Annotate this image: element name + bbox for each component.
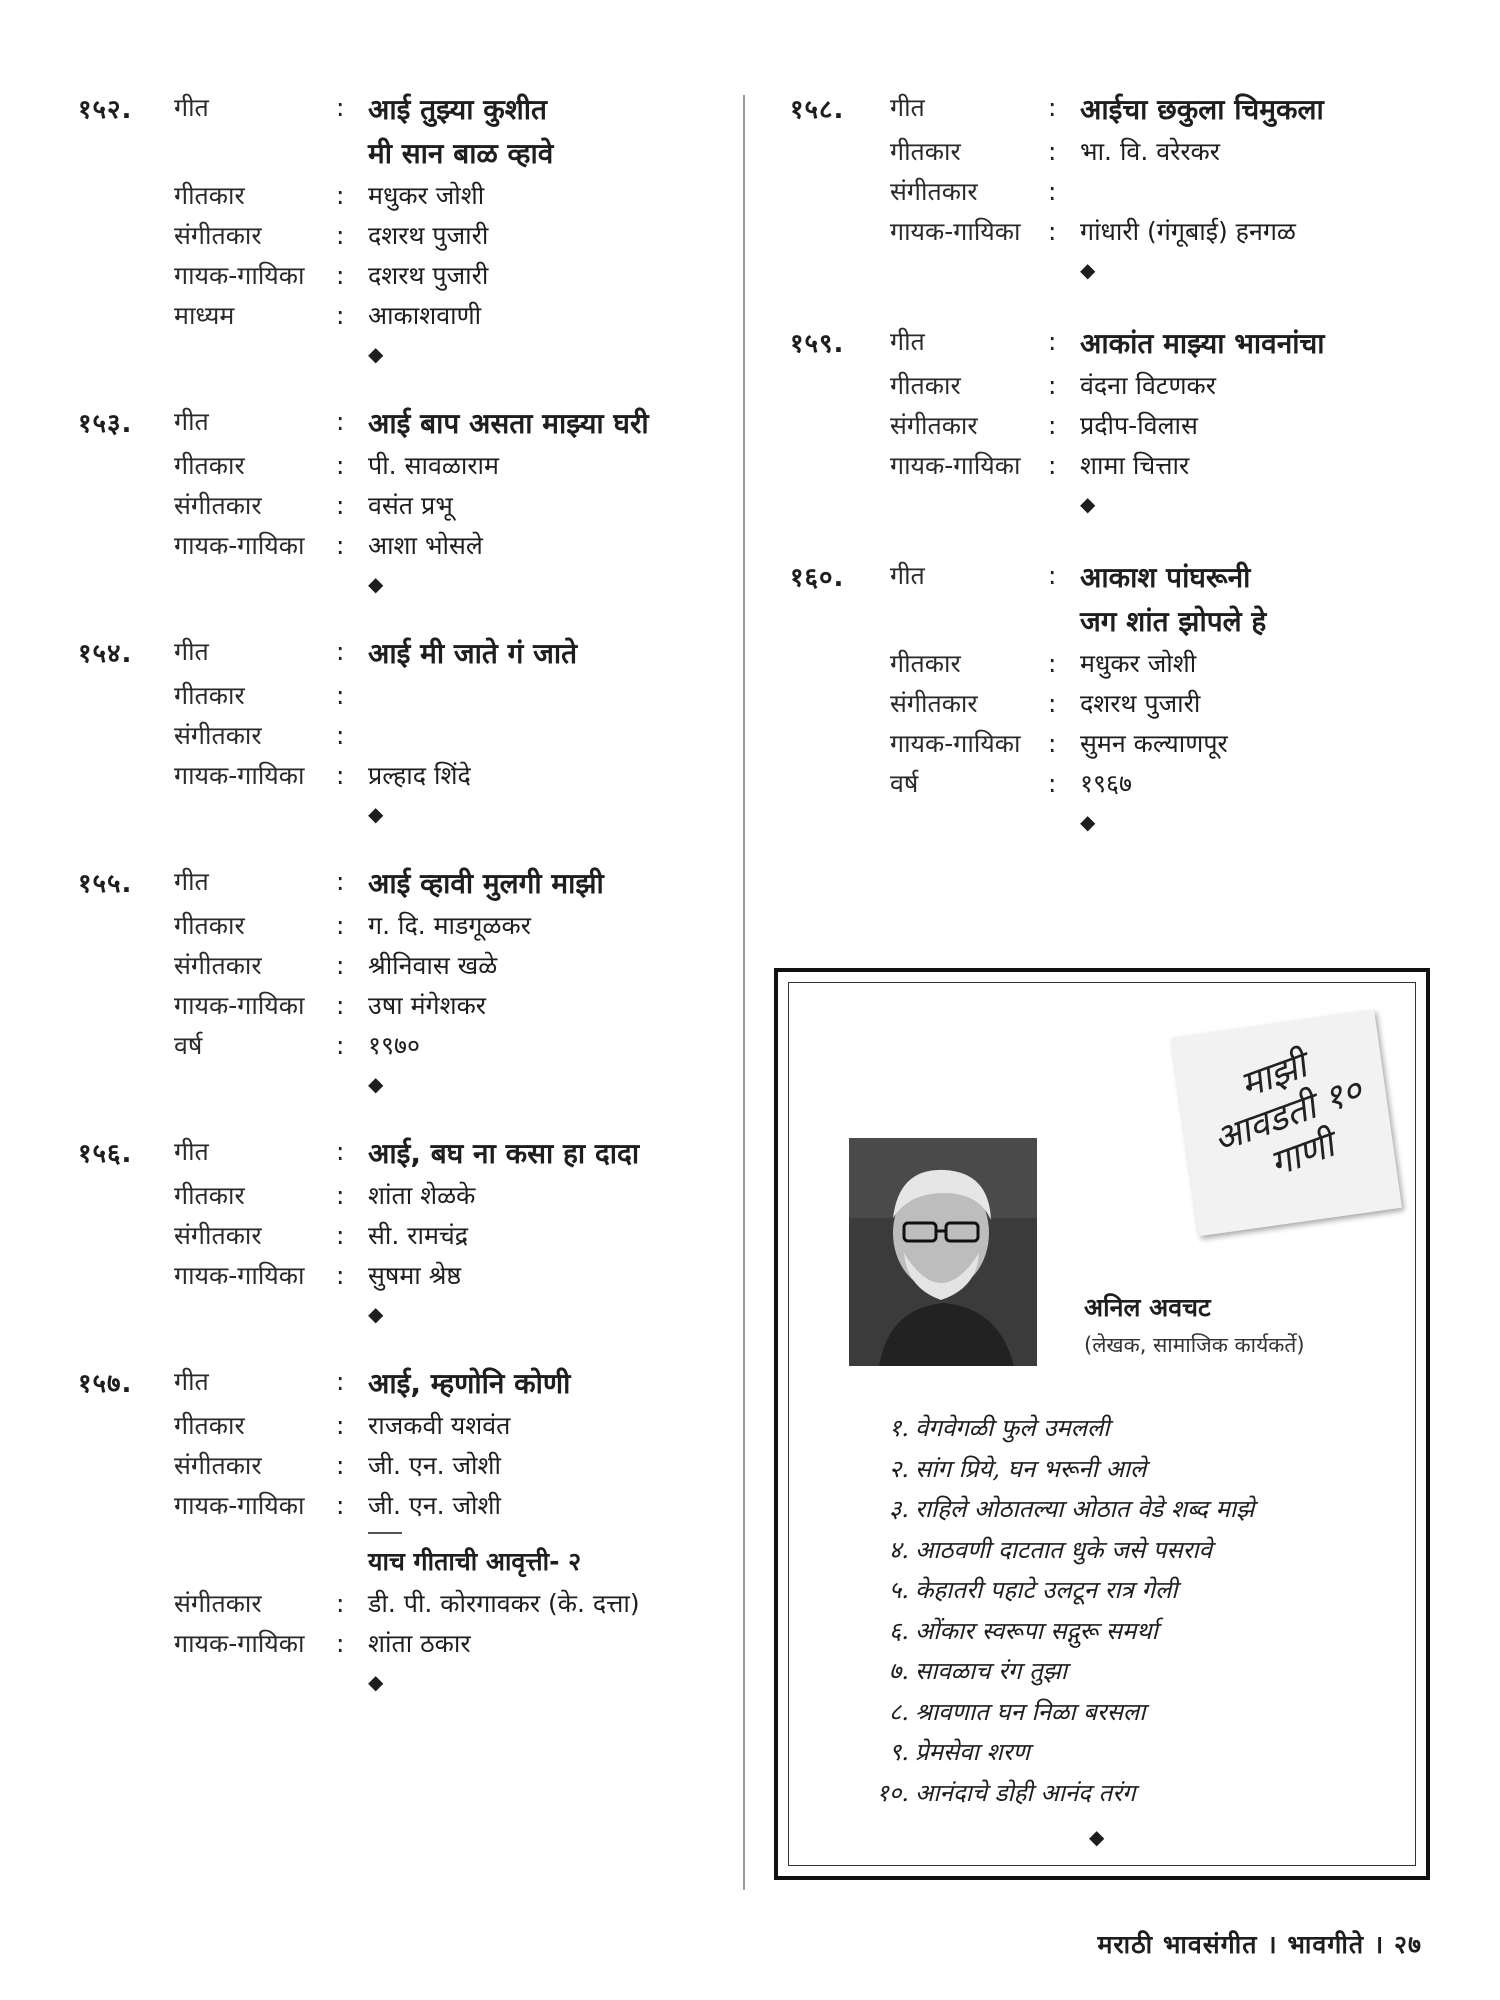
entry-end-diamond: ◆ <box>368 572 384 596</box>
field-value: मधुकर जोशी <box>1080 649 1197 678</box>
field-value: आई, बघ ना कसा हा दादा <box>368 1137 640 1170</box>
author-role: (लेखक, सामाजिक कार्यकर्ते) <box>1084 1333 1305 1357</box>
composer-field <box>78 1216 718 1256</box>
field-label: संगीतकार <box>890 689 978 718</box>
field-colon: : <box>336 951 345 980</box>
field-label: संगीतकार <box>174 1221 262 1250</box>
field-value: जी. एन. जोशी <box>368 1451 502 1480</box>
field-colon: : <box>1048 217 1057 246</box>
favorite-song-number: ९. <box>888 1738 909 1766</box>
field-label: गीत <box>174 407 209 436</box>
field-label: गीतकार <box>890 649 961 678</box>
field-label: वर्ष <box>890 769 919 798</box>
field-value: आई तुझ्या कुशीत <box>368 93 547 126</box>
field-label: गायक-गायिका <box>890 729 1021 758</box>
field-label: गीत <box>174 93 209 122</box>
field-label: गायक-गायिका <box>174 761 305 790</box>
field-colon: : <box>336 637 345 666</box>
song-title <box>78 632 718 676</box>
favorite-song-title: वेगवेगळी फुले उमलली <box>915 1414 1110 1442</box>
field-value: आई मी जाते गं जाते <box>368 637 578 670</box>
field-colon: : <box>336 761 345 790</box>
sticky-note-text: माझी आवडती १० गाणी <box>1208 1044 1368 1186</box>
lyricist-field <box>78 906 718 946</box>
composer-field <box>78 216 718 256</box>
favorite-song-title: प्रेमसेवा शरण <box>915 1738 1030 1766</box>
field-colon: : <box>336 407 345 436</box>
field-colon: : <box>336 221 345 250</box>
entry-end-diamond: ◆ <box>1080 810 1096 834</box>
singer-field <box>790 724 1430 764</box>
field-label: गायक-गायिका <box>174 1261 305 1290</box>
song-entry <box>78 632 718 832</box>
singer-field <box>78 1256 718 1296</box>
field-colon: : <box>336 1491 345 1520</box>
favorite-song-number: ३. <box>888 1495 909 1523</box>
field-colon: : <box>336 1589 345 1618</box>
box-inner-border <box>788 982 1416 1866</box>
field-label: गायक-गायिका <box>174 991 305 1020</box>
singer-field <box>78 526 718 566</box>
field-label: वर्ष <box>174 1031 203 1060</box>
favorite-song-number: ८. <box>888 1697 909 1726</box>
song-entry <box>78 862 718 1102</box>
field-colon: : <box>336 301 345 330</box>
field-colon: : <box>336 181 345 210</box>
favorite-song-number: ४. <box>888 1535 909 1564</box>
song-title <box>790 88 1430 132</box>
entry-end-diamond: ◆ <box>368 342 384 366</box>
lyricist-field <box>790 366 1430 406</box>
song-title <box>78 1132 718 1176</box>
field-label: गीत <box>174 637 209 666</box>
field-value: आईचा छकुला चिमुकला <box>1080 93 1324 126</box>
song-title <box>790 322 1430 366</box>
field-label: संगीतकार <box>890 411 978 440</box>
favorite-song-item <box>859 1489 1254 1530</box>
field-label: संगीतकार <box>174 221 262 250</box>
field-value: आई व्हावी मुलगी माझी <box>368 867 604 900</box>
song-title <box>790 600 1430 644</box>
favorite-song-item <box>859 1449 1254 1490</box>
field-label: गायक-गायिका <box>174 1629 305 1658</box>
field-label: संगीतकार <box>174 1451 262 1480</box>
field-colon: : <box>1048 689 1057 718</box>
field-colon: : <box>1048 729 1057 758</box>
singer-field <box>78 1624 718 1664</box>
field-label: गीत <box>174 1137 209 1166</box>
favorite-song-item <box>859 1651 1254 1692</box>
field-value: आकांत माझ्या भावनांचा <box>1080 327 1325 360</box>
field-label: संगीतकार <box>890 177 978 206</box>
field-label: गीत <box>890 93 925 122</box>
field-colon: : <box>336 721 345 750</box>
song-title <box>78 132 718 176</box>
field-label: गीतकार <box>174 681 245 710</box>
composer-field <box>78 486 718 526</box>
field-value: मधुकर जोशी <box>368 181 485 210</box>
field-colon: : <box>336 1411 345 1440</box>
song-entry <box>78 1132 718 1332</box>
field-colon: : <box>336 911 345 940</box>
field-colon: : <box>336 1261 345 1290</box>
composer-field <box>78 716 718 756</box>
song-entry <box>790 322 1430 522</box>
lyricist-field <box>78 176 718 216</box>
field-label: गीतकार <box>174 1181 245 1210</box>
field-value: राजकवी यशवंत <box>368 1411 511 1440</box>
favorite-song-title: आनंदाचे डोही आनंद तरंग <box>915 1778 1136 1807</box>
field-value: ग. दि. माडगूळकर <box>368 911 531 940</box>
field-colon: : <box>1048 769 1057 798</box>
field-colon: : <box>336 1031 345 1060</box>
column-divider <box>743 95 745 1890</box>
page-footer: मराठी भावसंगीत । भावगीते । २७ <box>1097 1930 1422 1959</box>
field-value: पी. सावळाराम <box>368 451 499 480</box>
entry-number: १६०. <box>790 563 845 593</box>
field-value: गांधारी (गंगूबाई) हनगळ <box>1080 217 1296 246</box>
year-field <box>78 1026 718 1066</box>
field-colon: : <box>1048 649 1057 678</box>
favorite-song-item <box>859 1570 1254 1611</box>
favorite-song-number: ५. <box>888 1576 909 1604</box>
field-value: सुषमा श्रेष्ठ <box>368 1261 462 1290</box>
field-label: गीत <box>174 867 209 896</box>
entry-number: १५२. <box>78 95 133 125</box>
field-label: गायक-गायिका <box>174 261 305 290</box>
right-column <box>790 88 1430 840</box>
field-value: भा. वि. वरेरकर <box>1080 137 1220 166</box>
composer-field <box>78 1584 718 1624</box>
field-label: गायक-गायिका <box>890 217 1021 246</box>
favorite-song-title: ओंकार स्वरूपा सद्गुरू समर्था <box>915 1616 1158 1645</box>
song-entry <box>78 88 718 372</box>
song-title <box>78 1362 718 1406</box>
year-field <box>790 764 1430 804</box>
composer-field <box>790 684 1430 724</box>
composer-field <box>78 1446 718 1486</box>
field-label: गीतकार <box>890 137 961 166</box>
field-colon: : <box>336 867 345 896</box>
field-value: सुमन कल्याणपूर <box>1080 729 1228 758</box>
favorite-song-number: ७. <box>888 1657 909 1685</box>
field-colon: : <box>336 681 345 710</box>
singer-field <box>78 1486 718 1526</box>
field-value: वंदना विटणकर <box>1080 371 1216 400</box>
favorite-song-list <box>859 1408 1254 1813</box>
author-photo <box>849 1138 1037 1366</box>
entry-end-diamond: ◆ <box>368 1302 384 1326</box>
field-value: १९६७ <box>1080 769 1133 798</box>
field-value: वसंत प्रभू <box>368 491 453 520</box>
field-colon: : <box>1048 327 1057 356</box>
field-colon: : <box>336 1451 345 1480</box>
song-entry <box>790 88 1430 288</box>
singer-field <box>78 756 718 796</box>
field-label: गीतकार <box>174 181 245 210</box>
field-colon: : <box>336 1221 345 1250</box>
field-colon: : <box>336 93 345 122</box>
entry-number: १५५. <box>78 869 133 899</box>
entry-number: १५३. <box>78 409 133 439</box>
field-colon: : <box>336 451 345 480</box>
lyricist-field <box>78 676 718 716</box>
field-value: प्रदीप-विलास <box>1080 411 1198 440</box>
version-heading: याच गीताची आवृत्ती- २ <box>368 1547 582 1576</box>
field-value: उषा मंगेशकर <box>368 991 487 1020</box>
field-label: गीत <box>174 1367 209 1396</box>
field-value: शामा चित्तार <box>1080 451 1190 480</box>
favorite-song-title: केहातरी पहाटे उलटून रात्र गेली <box>915 1576 1178 1604</box>
lyricist-field <box>78 1406 718 1446</box>
left-column <box>78 88 718 1700</box>
song-title <box>790 556 1430 600</box>
field-value: जी. एन. जोशी <box>368 1491 502 1520</box>
field-value: प्रल्हाद शिंदे <box>368 761 471 790</box>
song-entry <box>790 556 1430 840</box>
field-value: सी. रामचंद्र <box>368 1221 469 1250</box>
song-title <box>78 88 718 132</box>
author-name: अनिल अवचट <box>1084 1293 1211 1322</box>
entry-end-diamond: ◆ <box>368 802 384 826</box>
favorite-song-title: राहिले ओठातल्या ओठात वेडे शब्द माझे <box>915 1495 1255 1523</box>
field-value: आशा भोसले <box>368 531 483 560</box>
field-label: माध्यम <box>174 301 235 330</box>
field-label: संगीतकार <box>174 951 262 980</box>
favorite-song-title: सावळाच रंग तुझा <box>915 1657 1068 1685</box>
song-entry <box>78 1362 718 1700</box>
favorite-songs-box <box>774 968 1430 1880</box>
song-title <box>78 862 718 906</box>
favorite-song-number: ६. <box>888 1616 909 1645</box>
field-colon: : <box>1048 451 1057 480</box>
field-colon: : <box>1048 177 1057 206</box>
lyricist-field <box>78 446 718 486</box>
field-value: श्रीनिवास खळे <box>368 951 498 980</box>
lyricist-field <box>790 132 1430 172</box>
entry-number: १५८. <box>790 95 845 125</box>
box-end-diamond: ◆ <box>1089 1825 1105 1849</box>
favorite-song-number: २. <box>888 1454 909 1483</box>
composer-field <box>78 946 718 986</box>
entry-end-diamond: ◆ <box>368 1670 384 1694</box>
song-title <box>78 402 718 446</box>
field-colon: : <box>336 491 345 520</box>
singer-field <box>78 256 718 296</box>
short-dash <box>368 1526 718 1540</box>
favorite-song-item <box>859 1692 1254 1733</box>
field-colon: : <box>1048 371 1057 400</box>
author-portrait-image <box>849 1138 1037 1366</box>
field-label: संगीतकार <box>174 721 262 750</box>
favorite-song-title: श्रावणात घन निळा बरसला <box>915 1697 1146 1726</box>
entry-end-diamond: ◆ <box>368 1072 384 1096</box>
lyricist-field <box>78 1176 718 1216</box>
field-label: गीत <box>890 561 925 590</box>
field-value: डी. पी. कोरगावकर (के. दत्ता) <box>368 1589 640 1618</box>
field-label: गीतकार <box>174 451 245 480</box>
field-label: गायक-गायिका <box>174 1491 305 1520</box>
field-colon: : <box>336 531 345 560</box>
field-value: आकाशवाणी <box>368 301 482 330</box>
singer-field <box>790 212 1430 252</box>
singer-field <box>790 446 1430 486</box>
field-value: आकाश पांघरूनी <box>1080 561 1251 594</box>
field-label: गीत <box>890 327 925 356</box>
field-value: १९७० <box>368 1031 421 1060</box>
favorite-song-title: आठवणी दाटतात धुके जसे पसरावे <box>915 1535 1212 1564</box>
field-value: दशरथ पुजारी <box>368 221 489 250</box>
entry-number: १५७. <box>78 1369 133 1399</box>
favorite-song-title: सांग प्रिये, घन भरूनी आले <box>915 1454 1147 1483</box>
composer-field <box>790 172 1430 212</box>
field-label: गीतकार <box>174 1411 245 1440</box>
field-label: गीतकार <box>174 911 245 940</box>
field-label: संगीतकार <box>174 1589 262 1618</box>
field-value: जग शांत झोपले हे <box>1080 605 1267 638</box>
field-colon: : <box>1048 93 1057 122</box>
field-value: शांता शेळके <box>368 1181 476 1210</box>
entry-end-diamond: ◆ <box>1080 492 1096 516</box>
field-colon: : <box>336 1137 345 1166</box>
field-label: गीतकार <box>890 371 961 400</box>
favorite-song-number: १. <box>888 1414 909 1442</box>
field-colon: : <box>1048 561 1057 590</box>
favorite-song-item <box>859 1773 1254 1814</box>
field-value: दशरथ पुजारी <box>368 261 489 290</box>
entry-number: १५४. <box>78 639 133 669</box>
composer-field <box>790 406 1430 446</box>
field-value: आई, म्हणोनि कोणी <box>368 1367 571 1400</box>
entry-number: १५६. <box>78 1139 133 1169</box>
sticky-note <box>1171 1010 1402 1237</box>
favorite-song-item <box>859 1611 1254 1652</box>
field-colon: : <box>336 991 345 1020</box>
entry-end-diamond: ◆ <box>1080 258 1096 282</box>
field-value: दशरथ पुजारी <box>1080 689 1201 718</box>
field-label: गायक-गायिका <box>890 451 1021 480</box>
field-value: आई बाप असता माझ्या घरी <box>368 407 649 440</box>
favorite-song-number: १०. <box>876 1778 909 1807</box>
field-colon: : <box>1048 411 1057 440</box>
field-label: संगीतकार <box>174 491 262 520</box>
field-value: शांता ठकार <box>368 1629 471 1658</box>
favorite-song-item <box>859 1732 1254 1773</box>
medium-field <box>78 296 718 336</box>
field-colon: : <box>1048 137 1057 166</box>
favorite-song-item <box>859 1530 1254 1571</box>
field-value: मी सान बाळ व्हावे <box>368 137 554 170</box>
song-entry <box>78 402 718 602</box>
field-colon: : <box>336 1629 345 1658</box>
field-colon: : <box>336 261 345 290</box>
singer-field <box>78 986 718 1026</box>
field-colon: : <box>336 1367 345 1396</box>
favorite-song-item <box>859 1408 1254 1449</box>
field-colon: : <box>336 1181 345 1210</box>
field-label: गायक-गायिका <box>174 531 305 560</box>
entry-number: १५९. <box>790 329 845 359</box>
lyricist-field <box>790 644 1430 684</box>
